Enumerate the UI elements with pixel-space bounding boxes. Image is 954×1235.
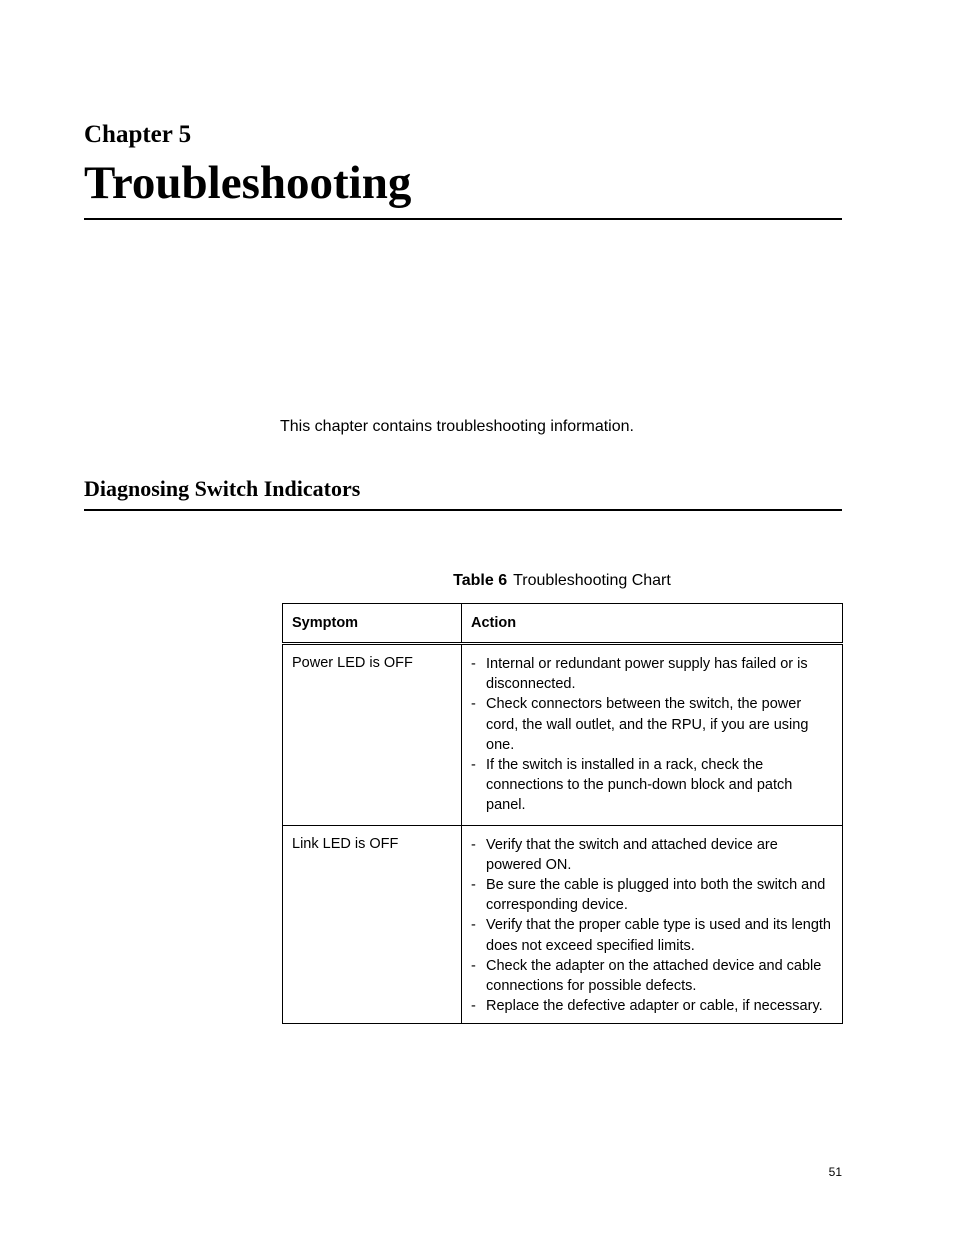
column-header-symptom: Symptom [283, 604, 462, 644]
action-item: - Internal or redundant power supply has failed or is disconnected. [471, 654, 833, 694]
symptom-cell: Link LED is OFF [283, 825, 462, 1024]
table-caption-label: Table 6 [453, 572, 508, 589]
table-header-row [283, 604, 843, 644]
chapter-label: Chapter 5 [84, 121, 192, 148]
action-item: - Verify that the proper cable type is used and its length does not exceed specified limits. [471, 915, 833, 955]
page-number: 51 [828, 1165, 842, 1179]
table-caption-text: Troubleshooting Chart [513, 572, 671, 589]
table-row [283, 825, 843, 1024]
action-cell [462, 825, 843, 1024]
action-item: - Verify that the switch and attached device are powered ON. [471, 835, 833, 875]
action-item: - Be sure the cable is plugged into both the switch and corresponding device. [471, 875, 833, 915]
table-caption [282, 570, 842, 592]
action-item: - Check the adapter on the attached device and cable connections for possible defects. [471, 956, 833, 996]
symptom-cell: Power LED is OFF [283, 644, 462, 826]
action-list [471, 835, 833, 1017]
action-list [471, 654, 833, 816]
action-item: - Replace the defective adapter or cable, if necessary. [471, 996, 833, 1016]
title-divider [84, 218, 842, 220]
troubleshooting-table [282, 603, 843, 1024]
section-heading: Diagnosing Switch Indicators [84, 476, 361, 501]
section-divider [84, 509, 842, 511]
action-item: - Check connectors between the switch, the power cord, the wall outlet, and the RPU, if you are using one. [471, 694, 833, 755]
table-row [283, 644, 843, 826]
intro-paragraph: This chapter contains troubleshooting information. [280, 418, 634, 435]
action-item: - If the switch is installed in a rack, check the connections to the punch-down block and patch panel. [471, 755, 833, 816]
page-title: Troubleshooting [84, 157, 412, 209]
column-header-action: Action [462, 604, 843, 644]
action-cell [462, 644, 843, 826]
